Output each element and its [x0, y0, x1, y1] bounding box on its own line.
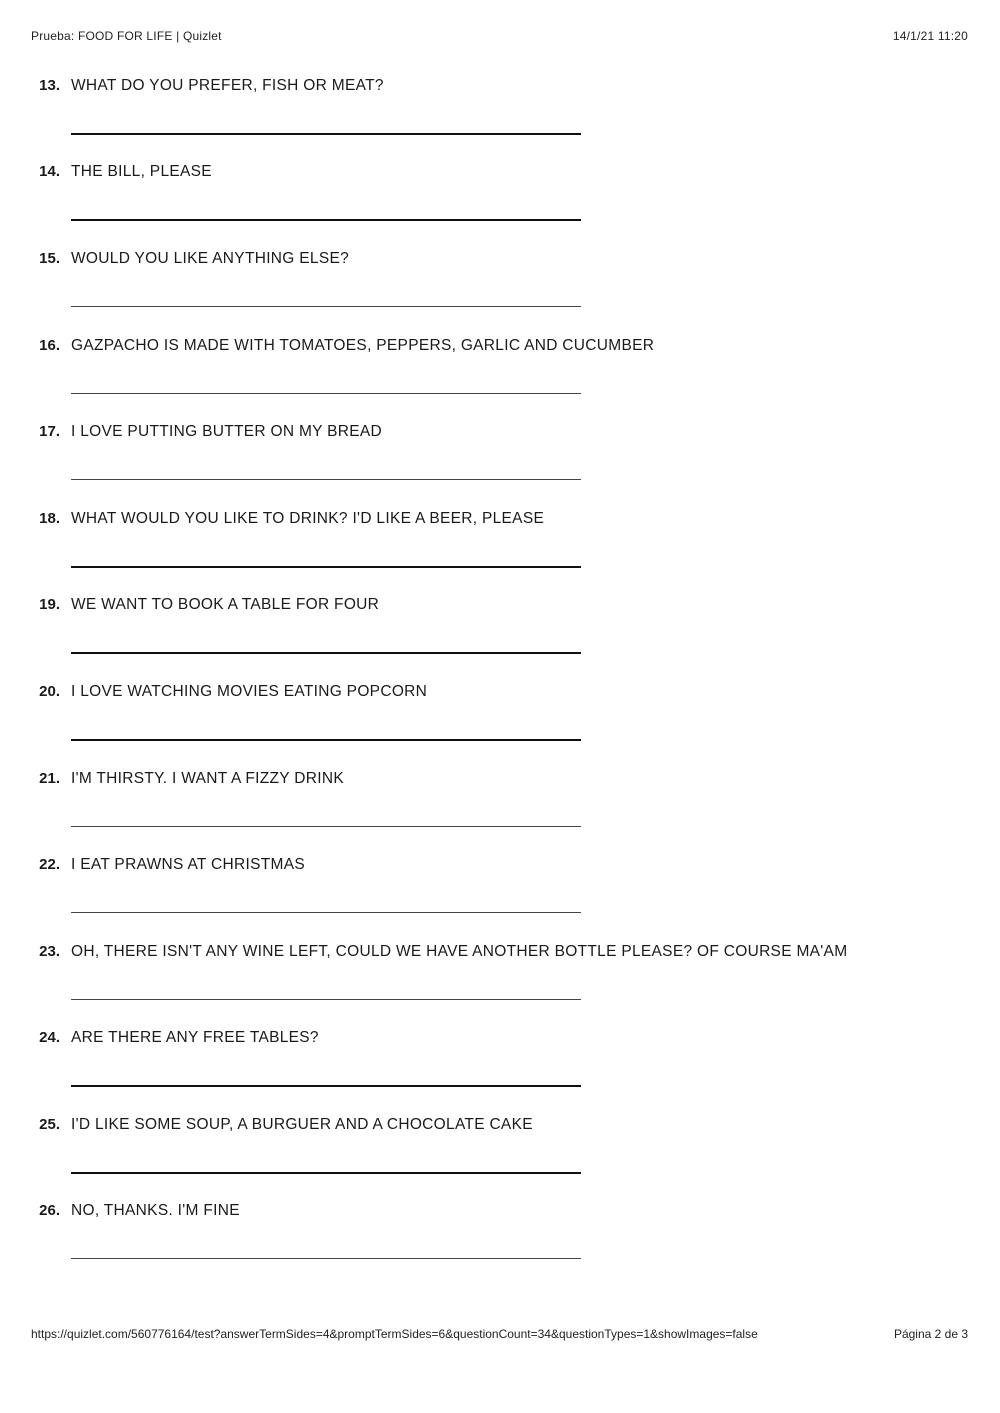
answer-line[interactable]	[71, 219, 581, 221]
question-item	[0, 1029, 1000, 1089]
answer-line[interactable]	[71, 479, 581, 480]
question-item	[0, 250, 1000, 310]
question-item	[0, 510, 1000, 570]
answer-line[interactable]	[71, 999, 581, 1000]
question-item	[0, 683, 1000, 743]
question-prompt: I LOVE WATCHING MOVIES EATING POPCORN	[71, 683, 428, 700]
question-number: 24.	[39, 1029, 60, 1046]
question-item	[0, 856, 1000, 916]
question-item	[0, 1202, 1000, 1262]
question-number: 19.	[39, 596, 60, 613]
question-item	[0, 770, 1000, 830]
question-item	[0, 596, 1000, 656]
question-item	[0, 423, 1000, 483]
question-item	[0, 943, 1000, 1003]
answer-line[interactable]	[71, 1258, 581, 1259]
question-number: 21.	[39, 770, 60, 787]
page-footer-url[interactable]: https://quizlet.com/560776164/test?answerTermSides=4&promptTermSides=6&questionCount=34&questionTypes=1&showImages=false	[31, 1327, 758, 1341]
question-number: 20.	[39, 683, 60, 700]
question-number: 15.	[39, 250, 60, 267]
question-prompt: WHAT DO YOU PREFER, FISH OR MEAT?	[71, 77, 384, 94]
question-prompt: I'D LIKE SOME SOUP, A BURGUER AND A CHOCOLATE CAKE	[71, 1116, 533, 1133]
answer-line[interactable]	[71, 566, 581, 568]
page-header-datetime: 14/1/21 11:20	[892, 29, 968, 43]
question-prompt: ARE THERE ANY FREE TABLES?	[71, 1029, 319, 1046]
page-footer-page-number: Página 2 de 3	[893, 1327, 968, 1341]
question-number: 23.	[39, 943, 60, 960]
answer-line[interactable]	[71, 826, 581, 827]
answer-line[interactable]	[71, 912, 581, 913]
answer-line[interactable]	[71, 1172, 581, 1174]
answer-line[interactable]	[71, 133, 581, 135]
question-prompt: WOULD YOU LIKE ANYTHING ELSE?	[71, 250, 350, 267]
question-number: 13.	[39, 77, 60, 94]
question-number: 26.	[39, 1202, 60, 1219]
question-number: 14.	[39, 163, 60, 180]
question-number: 17.	[39, 423, 60, 440]
question-prompt: WHAT WOULD YOU LIKE TO DRINK? I'D LIKE A BEER, PLEASE	[71, 510, 545, 527]
question-number: 16.	[39, 337, 60, 354]
question-item	[0, 337, 1000, 397]
answer-line[interactable]	[71, 306, 581, 307]
answer-line[interactable]	[71, 393, 581, 394]
question-item	[0, 1116, 1000, 1176]
question-prompt: I'M THIRSTY. I WANT A FIZZY DRINK	[71, 770, 344, 787]
question-prompt: NO, THANKS. I'M FINE	[71, 1202, 240, 1219]
answer-line[interactable]	[71, 739, 581, 741]
question-prompt: I EAT PRAWNS AT CHRISTMAS	[71, 856, 306, 873]
question-item	[0, 77, 1000, 137]
page-header-title: Prueba: FOOD FOR LIFE | Quizlet	[31, 29, 222, 43]
question-prompt: I LOVE PUTTING BUTTER ON MY BREAD	[71, 423, 383, 440]
question-number: 18.	[39, 510, 60, 527]
question-item	[0, 163, 1000, 223]
question-prompt: OH, THERE ISN'T ANY WINE LEFT, COULD WE HAVE ANOTHER BOTTLE PLEASE? OF COURSE MA'AM	[71, 943, 848, 960]
question-prompt: GAZPACHO IS MADE WITH TOMATOES, PEPPERS, GARLIC AND CUCUMBER	[71, 337, 655, 354]
question-prompt: WE WANT TO BOOK A TABLE FOR FOUR	[71, 596, 380, 613]
question-prompt: THE BILL, PLEASE	[71, 163, 212, 180]
answer-line[interactable]	[71, 1085, 581, 1087]
question-number: 25.	[39, 1116, 60, 1133]
answer-line[interactable]	[71, 652, 581, 654]
question-number: 22.	[39, 856, 60, 873]
